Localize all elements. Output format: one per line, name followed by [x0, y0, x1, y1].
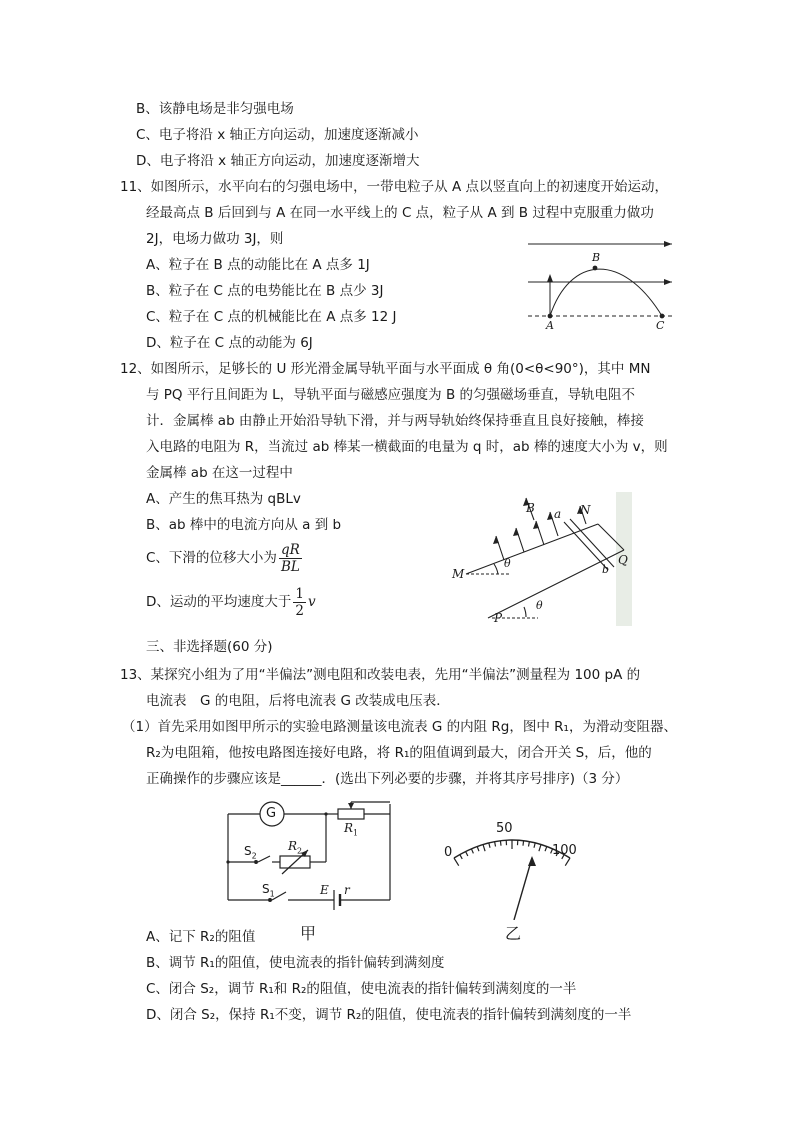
q13-label-s1-sub: 1	[269, 889, 275, 899]
q12-option-d-text: D、运动的平均速度大于	[146, 594, 292, 610]
q13-option-d: D、闭合 S₂，保持 R₁不变，调节 R₂的阻值，使电流表的指针偏转到满刻度的一半	[146, 1007, 632, 1023]
q11-option-d: D、粒子在 C 点的动能为 6J	[146, 335, 313, 351]
meter-tick-mark	[489, 843, 490, 848]
q12-option-b: B、ab 棒中的电流方向从 a 到 b	[146, 517, 342, 533]
q13-label-s2	[244, 844, 257, 863]
q13-caption-yi: 乙	[505, 924, 522, 943]
q13-label-r2	[288, 840, 302, 857]
q12-label-theta-bottom: θ	[536, 599, 543, 612]
q12-label-b-end: b	[602, 563, 610, 576]
q10-option-b: B、该静电场是非匀强电场	[136, 101, 294, 117]
meter-tick-mark	[534, 843, 535, 848]
q13-label-r1-letter: R	[344, 821, 354, 835]
q12-option-d-denominator: 2	[295, 602, 304, 619]
meter-tick-mark	[454, 858, 459, 866]
q12-stem-line5: 金属棒 ab 在这一过程中	[146, 465, 293, 481]
q13-part1-line2: R₂为电阻箱，他按电路图连接好电路，将 R₁的阻值调到最大，闭合开关 S，后，他的	[146, 745, 652, 761]
q13-stem-line1: 13、某探究小组为了用“半偏法”测电阻和改装电表，先用“半偏法”测量程为 100 pA 的	[120, 667, 641, 683]
q12-stem-line3: 计．金属棒 ab 由静止开始沿导轨下滑，并与两导轨始终保持垂直且良好接触，棒接	[146, 413, 644, 429]
q11-stem-line3: 2J，电场力做功 3J，则	[146, 231, 284, 247]
meter-tick-mark	[500, 841, 501, 846]
q13-label-s2-letter: S	[244, 844, 252, 858]
q12-stem-line4: 入电路的电阻为 R，当流过 ab 棒某一横截面的电量为 q 时，ab 棒的速度大小为 v，则	[146, 439, 668, 455]
q13-galvanometer-g: G	[266, 806, 277, 821]
meter-tick-mark	[460, 855, 462, 859]
q13-label-r1-sub: 1	[353, 828, 359, 838]
meter-tick-mark	[483, 845, 485, 852]
meter-tick-mark	[545, 846, 547, 851]
q11-label-c: C	[656, 319, 665, 332]
q12-stem-line2: 与 PQ 平行且间距为 L，导轨平面与磁感应强度为 B 的匀强磁场垂直，导轨电阻不	[146, 387, 636, 403]
q10-option-c: C、电子将沿 x 轴正方向运动，加速度逐渐减小	[136, 127, 419, 143]
q11-label-b: B	[592, 251, 601, 264]
q13-label-r2-sub: 2	[297, 846, 303, 856]
q12-label-n: N	[580, 503, 591, 517]
q12-label-p: P	[494, 611, 503, 625]
q12-option-d-fraction	[293, 586, 306, 619]
q13-meter-tick-0: 0	[444, 845, 453, 860]
q11-stem-line2: 经最高点 B 后回到与 A 在同一水平线上的 C 点，粒子从 A 到 B 过程中克服重力做功	[146, 205, 654, 221]
q12-label-m: M	[452, 567, 465, 581]
q13-label-emf-e: E	[320, 883, 329, 897]
q12-rail-figure	[448, 492, 634, 626]
q12-option-c-denominator: BL	[280, 558, 300, 575]
meter-tick-mark	[471, 849, 473, 854]
q13-part1-line1: （1）首先采用如图甲所示的实验电路测量该电流表 G 的内阻 Rg，图中 R₁，为滑动变阻器、	[122, 719, 677, 735]
q12-option-c-text: C、下滑的位移大小为	[146, 550, 277, 566]
q13-stem-line2: 电流表 G 的电阻，后将电流表 G 改装成电压表．	[146, 693, 450, 709]
q12-label-theta-top: θ	[504, 557, 511, 570]
meter-tick-mark	[495, 842, 496, 847]
q13-option-c: C、闭合 S₂，调节 R₁和 R₂的阻值，使电流表的指针偏转到满刻度的一半	[146, 981, 577, 997]
q13-label-s2-sub: 2	[251, 851, 257, 861]
q10-option-d: D、电子将沿 x 轴正方向运动，加速度逐渐增大	[136, 153, 420, 169]
q13-meter-figure	[440, 820, 580, 920]
meter-tick-mark	[565, 858, 570, 866]
meter-tick-mark	[539, 845, 541, 852]
q11-option-b: B、粒子在 C 点的电势能比在 B 点少 3J	[146, 283, 384, 299]
q12-option-c	[146, 540, 304, 576]
meter-tick-mark	[523, 841, 524, 846]
q13-label-s1-letter: S	[262, 882, 270, 896]
q12-option-c-numerator: qR	[279, 542, 302, 559]
q13-option-b: B、调节 R₁的阻值，使电流表的指针偏转到满刻度	[146, 955, 445, 971]
meter-tick-mark	[477, 846, 479, 851]
meter-tick-mark	[528, 842, 529, 847]
q12-option-d-unit: v	[308, 594, 316, 610]
q12-option-d-numerator: 1	[295, 585, 304, 602]
section-three-heading: 三、非选择题(60 分)	[146, 639, 273, 655]
q12-option-d	[146, 584, 316, 620]
q11-label-a: A	[546, 319, 554, 332]
q13-meter-tick-50: 50	[496, 821, 513, 836]
q13-option-a: A、记下 R₂的阻值	[146, 929, 256, 945]
q11-field-figure	[522, 236, 682, 336]
q13-caption-jia: 甲	[300, 924, 317, 943]
q13-label-r1	[344, 822, 358, 839]
meter-tick-mark	[466, 852, 468, 856]
q13-part1-line3: 正确操作的步骤应该是______．(选出下列必要的步骤，并将其序号排序)（3 分）	[146, 771, 629, 787]
q11-stem-line1: 11、如图所示，水平向右的匀强电场中，一带电粒子从 A 点以竖直向上的初速度开始运动，	[120, 179, 668, 195]
q12-label-field-b: B	[526, 501, 535, 515]
q12-option-a: A、产生的焦耳热为 qBLv	[146, 491, 301, 507]
q11-option-c: C、粒子在 C 点的机械能比在 A 点多 12 J	[146, 309, 397, 325]
q13-label-s1	[262, 882, 275, 901]
q12-stem-line1: 12、如图所示，足够长的 U 形光滑金属导轨平面与水平面成 θ 角(0<θ<90°)，其中 MN	[120, 361, 651, 377]
q11-option-a: A、粒子在 B 点的动能比在 A 点多 1J	[146, 257, 370, 273]
q13-label-internal-r: r	[344, 883, 350, 897]
q13-meter-tick-100: 100	[552, 843, 577, 858]
q13-circuit-figure	[222, 800, 398, 914]
q12-label-a: a	[554, 507, 562, 521]
q12-label-q: Q	[618, 553, 628, 567]
q13-label-r2-letter: R	[288, 839, 298, 853]
q12-option-c-fraction	[279, 542, 302, 575]
